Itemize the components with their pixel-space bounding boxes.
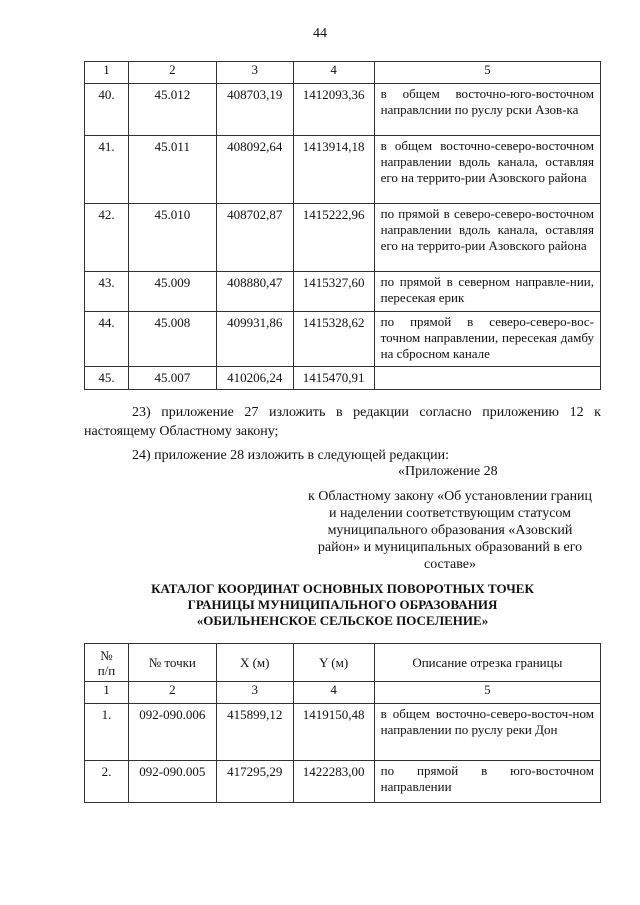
x-coordinate: 410206,24 [216,367,293,390]
point-number: 45.010 [128,204,216,272]
point-number: 45.008 [128,312,216,367]
column-number-row [85,62,601,84]
table-row [85,272,601,312]
header-description: Описание отрезка границы [374,644,600,682]
col-number-4: 4 [293,62,374,84]
table-row [85,136,601,204]
page-number: 44 [313,26,327,41]
table-row [85,367,601,390]
paragraph-23: 23) приложение 27 изложить в редакции согласно приложению 12 к настоящему Областному закону; [84,405,601,439]
catalog-heading-line-2: ГРАНИЦЫ МУНИЦИПАЛЬНОГО ОБРАЗОВАНИЯ [187,597,498,612]
row-index: 1. [85,704,129,761]
x-coordinate: 409931,86 [216,312,293,367]
table-row [85,704,601,761]
segment-description [374,367,600,390]
column-number-row [85,682,601,704]
point-number: 45.012 [128,84,216,136]
point-number: 092-090.006 [128,704,216,761]
col-number-3: 3 [216,62,293,84]
coordinates-table [84,643,601,803]
col-number-5: 5 [374,682,600,704]
point-number: 092-090.005 [128,761,216,803]
catalog-heading-line-3: «ОБИЛЬНЕНСКОЕ СЕЛЬСКОЕ ПОСЕЛЕНИЕ» [196,613,489,628]
y-coordinate: 1415327,60 [293,272,374,312]
y-coordinate: 1415222,96 [293,204,374,272]
header-row [85,644,601,682]
row-index: 42. [85,204,129,272]
y-coordinate: 1422283,00 [293,761,374,803]
segment-description: по прямой в юго-восточном направлении [374,761,600,803]
row-index: 40. [85,84,129,136]
col-number-4: 4 [293,682,374,704]
x-coordinate: 408880,47 [216,272,293,312]
segment-description: по прямой в северо-северо-вос-точном направлении, пересекая дамбу на сбросном канале [374,312,600,367]
y-coordinate: 1419150,48 [293,704,374,761]
segment-description: по прямой в северном направле-нии, пересекая ерик [374,272,600,312]
col-number-5: 5 [374,62,600,84]
segment-description: в общем восточно-юго-восточном направлснии по руслу рски Азов-ка [374,84,600,136]
row-index: 43. [85,272,129,312]
row-index: 41. [85,136,129,204]
header-row-number-line-1: № [100,647,113,663]
point-number: 45.011 [128,136,216,204]
point-number: 45.009 [128,272,216,312]
col-number-1: 1 [85,682,129,704]
col-number-2: 2 [128,682,216,704]
point-number: 45.007 [128,367,216,390]
catalog-heading-line-1: КАТАЛОГ КООРДИНАТ ОСНОВНЫХ ПОВОРОТНЫХ ТОЧЕК [151,581,534,596]
paragraph-24: 24) приложение 28 изложить в следующей редакции: [132,448,449,463]
header-row-number [85,644,129,682]
annex-title: «Приложение 28 [398,464,498,479]
y-coordinate: 1415328,62 [293,312,374,367]
row-index: 44. [85,312,129,367]
x-coordinate: 408702,87 [216,204,293,272]
y-coordinate: 1413914,18 [293,136,374,204]
col-number-1: 1 [85,62,129,84]
table-row [85,84,601,136]
segment-description: в общем восточно-северо-восточном направлении вдоль канала, оставляя его на террито-рии Азовского района [374,136,600,204]
coordinates-table-continued [84,61,601,390]
segment-description: в общем восточно-северо-восточ-ном направлении по руслу реки Дон [374,704,600,761]
row-index: 45. [85,367,129,390]
x-coordinate: 408092,64 [216,136,293,204]
header-row-number-line-2: п/п [97,662,116,678]
table-row [85,204,601,272]
header-x: X (м) [216,644,293,682]
header-point-number: № точки [128,644,216,682]
segment-description: по прямой в северо-северо-восточном направлении вдоль канала, оставляя его на террито-рии Азовского района [374,204,600,272]
y-coordinate: 1415470,91 [293,367,374,390]
x-coordinate: 415899,12 [216,704,293,761]
x-coordinate: 417295,29 [216,761,293,803]
x-coordinate: 408703,19 [216,84,293,136]
catalog-heading [84,581,601,629]
annex-subtitle: к Областному закону «Об установлении границ и наделении соответствующим статусом муниципального образования «Азовский район» и муниципальных образований в его составе» [307,489,593,572]
col-number-2: 2 [128,62,216,84]
header-y: Y (м) [293,644,374,682]
col-number-3: 3 [216,682,293,704]
y-coordinate: 1412093,36 [293,84,374,136]
row-index: 2. [85,761,129,803]
table-row [85,312,601,367]
table-row [85,761,601,803]
